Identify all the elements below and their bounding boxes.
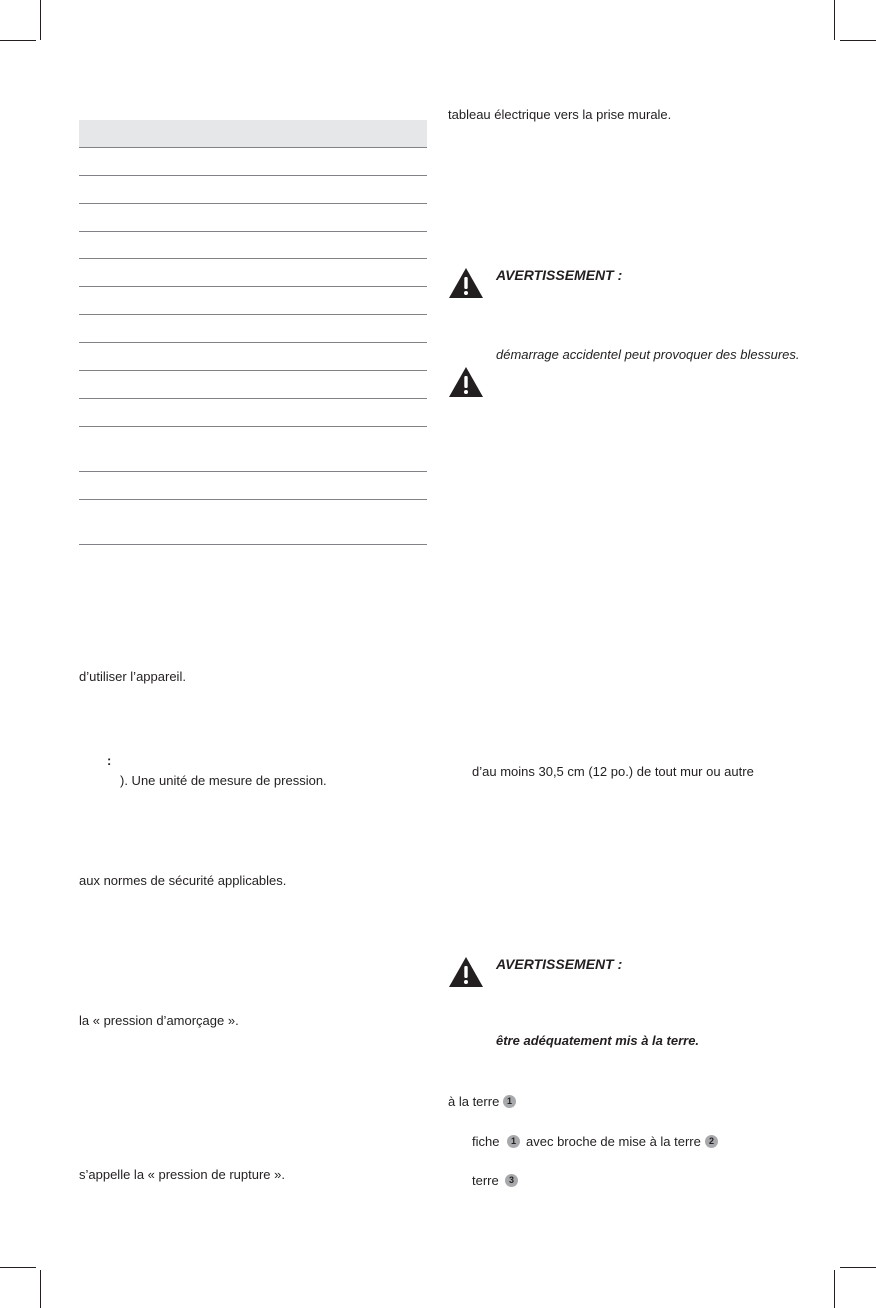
crop-mark (834, 0, 835, 40)
warning-text: démarrage accidentel peut provoquer des blessures. (496, 347, 800, 362)
warning-triangle-icon (448, 956, 484, 988)
table-rule (79, 258, 427, 259)
table-rule (79, 147, 427, 148)
table-header (79, 120, 427, 147)
crop-mark (840, 40, 876, 41)
table-rule (79, 203, 427, 204)
table-rule (79, 471, 427, 472)
table-rule (79, 544, 427, 545)
body-text: terre (472, 1173, 499, 1188)
callout-badge: 3 (505, 1174, 518, 1187)
body-text: d’au moins 30,5 cm (12 po.) de tout mur ou autre (472, 764, 754, 779)
callout-badge: 1 (507, 1135, 520, 1148)
warning-triangle-icon (448, 366, 484, 398)
body-text: d’utiliser l’appareil. (79, 669, 186, 684)
table-rule (79, 499, 427, 500)
warning-text: être adéquatement mis à la terre. (496, 1033, 700, 1048)
body-text: ). Une unité de mesure de pression. (120, 773, 327, 788)
table-rule (79, 426, 427, 427)
body-text: à la terre (448, 1094, 500, 1109)
callout-badge: 2 (705, 1135, 718, 1148)
body-text: tableau électrique vers la prise murale. (448, 107, 672, 122)
warning-title: AVERTISSEMENT : (496, 956, 623, 972)
table-rule (79, 398, 427, 399)
callout-badge: 1 (503, 1095, 516, 1108)
crop-mark (834, 1270, 835, 1308)
table-rule (79, 286, 427, 287)
table-rule (79, 231, 427, 232)
crop-mark (40, 1270, 41, 1308)
body-text: aux normes de sécurité applicables. (79, 873, 287, 888)
table-rule (79, 370, 427, 371)
warning-title: AVERTISSEMENT : (496, 267, 623, 283)
body-text: s’appelle la « pression de rupture ». (79, 1167, 285, 1182)
table-rule (79, 342, 427, 343)
table-rule (79, 175, 427, 176)
table-rule (79, 314, 427, 315)
warning-triangle-icon (448, 267, 484, 299)
body-text: avec broche de mise à la terre (526, 1134, 701, 1149)
body-text: fiche (472, 1134, 500, 1149)
crop-mark (0, 40, 36, 41)
crop-mark (840, 1267, 876, 1268)
crop-mark (0, 1267, 36, 1268)
body-text: la « pression d’amorçage ». (79, 1013, 239, 1028)
crop-mark (40, 0, 41, 40)
definition-colon: : (107, 753, 112, 768)
